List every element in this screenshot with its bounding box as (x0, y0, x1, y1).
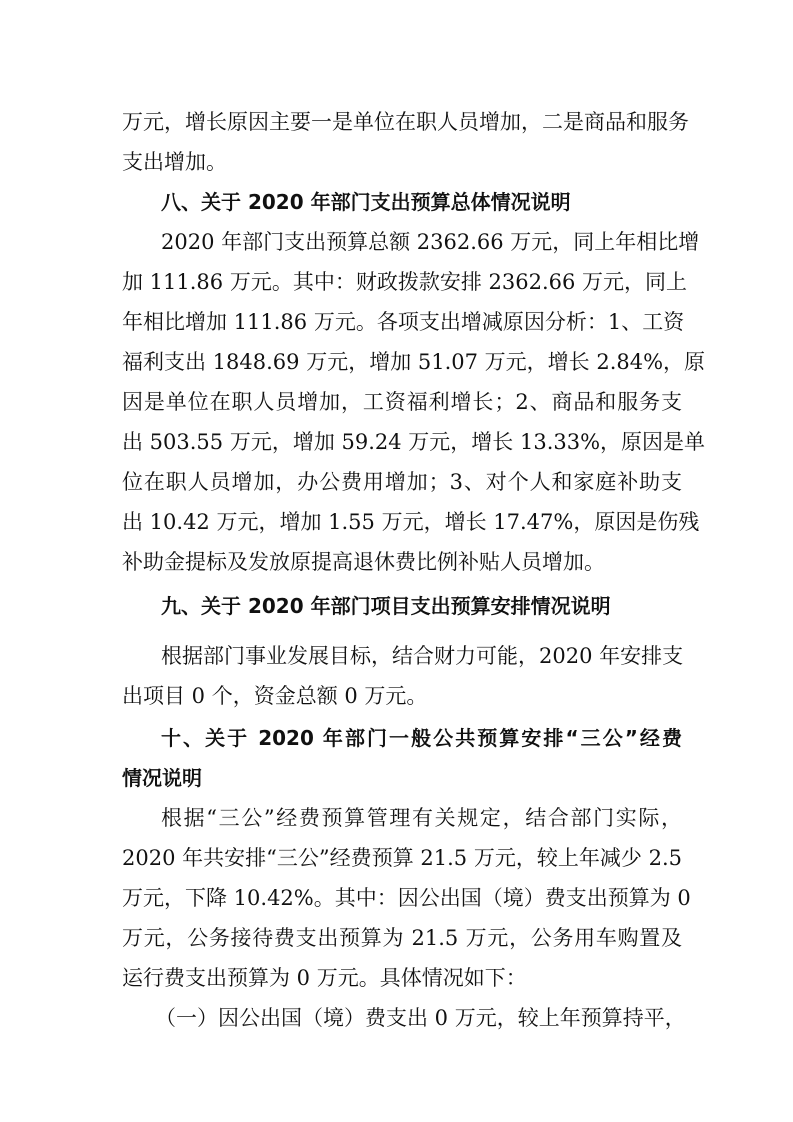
body-text-line: 根据部门事业发展目标，结合财力可能，2020 年安排支 (161, 644, 684, 668)
body-text-line: 出项目 0 个，资金总额 0 万元。 (122, 684, 428, 708)
body-text-line: 加 111.86 万元。其中：财政拨款安排 2362.66 万元，同上 (122, 270, 688, 294)
body-text-line: 万元，公务接待费支出预算为 21.5 万元，公务用车购置及 (122, 926, 682, 950)
body-text-line: 2020 年共安排“三公”经费预算 21.5 万元，较上年减少 2.5 (122, 846, 682, 870)
body-text-line: 出 10.42 万元，增加 1.55 万元，增长 17.47%，原因是伤残 (122, 510, 700, 534)
body-text-line: 根据“三公”经费预算管理有关规定，结合部门实际， (161, 806, 682, 830)
body-text-line: 出 503.55 万元，增加 59.24 万元，增长 13.33%，原因是单 (122, 430, 706, 454)
section-heading-10-continued: 情况说明 (122, 766, 202, 790)
body-text-line: 年相比增加 111.86 万元。各项支出增减原因分析：1、工资 (122, 310, 685, 334)
body-text-line: 运行费支出预算为 0 万元。具体情况如下： (122, 966, 527, 990)
section-heading-10: 十、关于 2020 年部门一般公共预算安排“三公”经费 (161, 726, 682, 750)
body-text-line: 2020 年部门支出预算总额 2362.66 万元，同上年相比增 (161, 230, 700, 254)
subsection-line: （一）因公出国（境）费支出 0 万元，较上年预算持平， (155, 1006, 686, 1030)
section-heading-8: 八、关于 2020 年部门支出预算总体情况说明 (161, 190, 571, 214)
body-text-line: 因是单位在职人员增加，工资福利增长；2、商品和服务支 (122, 390, 682, 414)
body-text-line: 补助金提标及发放原提高退休费比例补贴人员增加。 (122, 550, 605, 574)
section-heading-9: 九、关于 2020 年部门项目支出预算安排情况说明 (161, 594, 611, 618)
body-text-line: 万元，下降 10.42%。其中：因公出国（境）费支出预算为 0 (122, 886, 691, 910)
body-text-line: 万元，增长原因主要一是单位在职人员增加，二是商品和服务 (122, 110, 689, 134)
body-text-line: 支出增加。 (122, 150, 227, 174)
body-text-line: 福利支出 1848.69 万元，增加 51.07 万元，增长 2.84%，原 (122, 350, 706, 374)
body-text-line: 位在职人员增加，办公费用增加；3、对个人和家庭补助支 (122, 470, 682, 494)
